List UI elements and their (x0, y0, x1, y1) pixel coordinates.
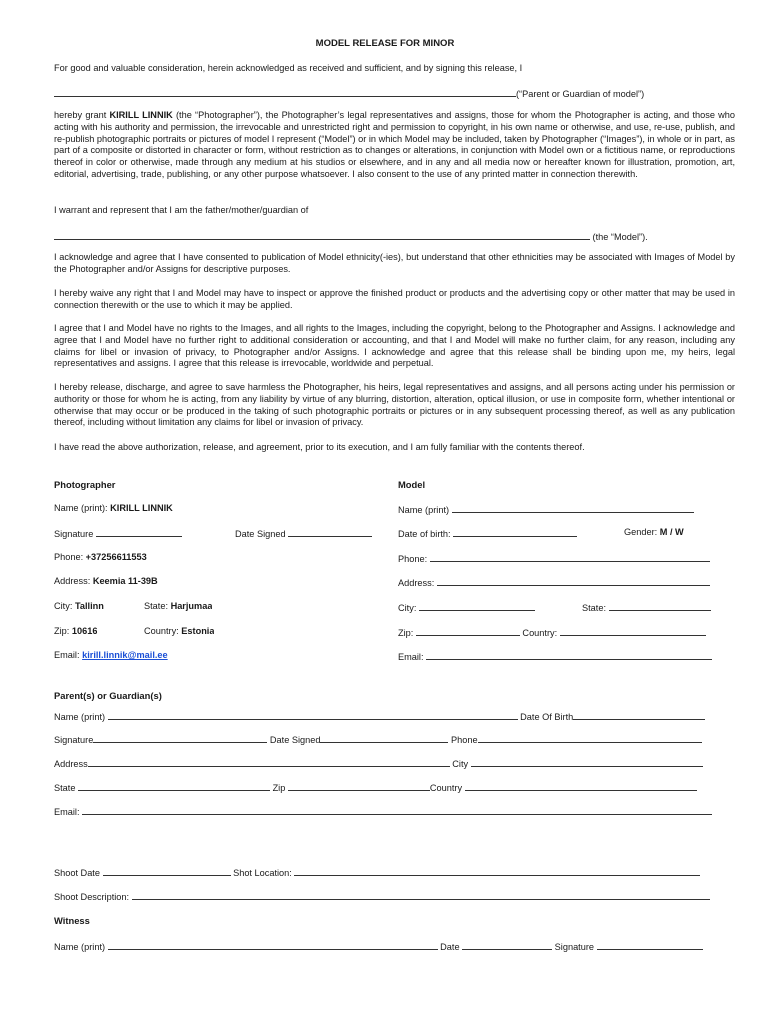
model-gender-row: Gender: M / W (624, 527, 684, 537)
model-name-print-field[interactable] (452, 503, 694, 513)
ethnicity-paragraph: I acknowledge and agree that I have consented to publication of Model ethnicity(-ies), but understand that other ethnicities may be associated with Images of Model by the Photographer and/or Assigns for descriptive purposes. (54, 252, 735, 274)
model-gender-value[interactable]: M / W (659, 527, 684, 537)
guardian-address-row: Address City (54, 757, 703, 769)
guardian-email-field[interactable] (82, 805, 712, 815)
model-zip-field[interactable] (416, 626, 520, 636)
photographer-name-row: Name (print): KIRILL LINNIK (54, 503, 173, 513)
read-paragraph: I have read the above authorization, release, and agreement, prior to its execution, and I am fully familiar with the contents thereof. (54, 442, 585, 452)
photographer-country-row: Country: Estonia (144, 626, 215, 636)
warrant-text: I warrant and represent that I am the father/mother/guardian of (54, 205, 309, 215)
parent-line-suffix: (“Parent or Guardian of model”) (516, 89, 645, 99)
model-heading: Model (398, 479, 426, 490)
release-paragraph: I hereby release, discharge, and agree to save harmless the Photographer, his heirs, legal representatives and assigns, and all persons acting under his permission or authority or those for whom he is acting, from any liability by virtue of any blurring, distortion, alteration, optical illusion, or use in composite form, whether intentional or otherwise that may occur or be produced in the taking of such photographic portraits or pictures or in any subsequent processing thereof, as well as any publication thereof, including without limitation any claims for libel or invasion of privacy. (54, 382, 735, 428)
model-state-field[interactable] (609, 601, 711, 611)
model-city-row: City: (398, 601, 535, 613)
guardian-state-field[interactable] (78, 781, 270, 791)
photographer-phone-value: +37256611553 (85, 552, 147, 562)
model-dob-row: Date of birth: (398, 527, 577, 539)
model-line-suffix: (the “Model”). (590, 232, 648, 242)
photographer-phone-row: Phone: +37256611553 (54, 552, 147, 562)
model-phone-field[interactable] (430, 552, 710, 562)
model-address-field[interactable] (437, 576, 710, 586)
guardian-email-row: Email: (54, 805, 712, 817)
guardian-country-field[interactable] (465, 781, 697, 791)
photographer-city-row: City: Tallinn (54, 601, 104, 611)
guardian-city-field[interactable] (471, 757, 703, 767)
guardian-zip-field[interactable] (288, 781, 430, 791)
photographer-date-signed-row: Date Signed (235, 527, 372, 539)
shoot-date-row: Shoot Date Shot Location: (54, 866, 700, 878)
photographer-country-value: Estonia (181, 626, 215, 636)
model-zip-row: Zip: Country: (398, 626, 706, 638)
model-name-row: Name (print) (398, 503, 694, 515)
photographer-zip-value: 10616 (71, 626, 98, 636)
guardian-name-row: Name (print) Date Of Birth (54, 710, 705, 722)
guardian-phone-field[interactable] (478, 733, 702, 743)
photographer-signature-row: Signature (54, 527, 182, 539)
photographer-state-value: Harjumaa (170, 601, 213, 611)
model-address-row: Address: (398, 576, 710, 588)
model-email-row: Email: (398, 650, 712, 662)
guardian-state-row: State Zip Country (54, 781, 697, 793)
parent-name-line (54, 87, 735, 99)
rights-paragraph: I agree that I and Model have no rights to the Images, and all rights to the Images, including the copyright, belong to the Photographer and Assigns. I acknowledge and agree that I and Model have no further right to additional consideration or accounting, and that I and Model will make no further claim, for any reason, including any claims for libel or invasion of privacy, to Photographer and/or Assigns. I acknowledge and agree that this release shall be binding upon me, my heirs, legal representatives and assigns. I agree that this release is irrevocable, worldwide and perpetual. (54, 323, 735, 369)
parent-name-field[interactable] (54, 87, 516, 97)
shoot-description-field[interactable] (132, 890, 710, 900)
guardian-signature-row: Signature Date Signed Phone (54, 733, 702, 745)
model-city-field[interactable] (419, 601, 535, 611)
photographer-name-inline: KIRILL LINNIK (109, 110, 173, 120)
photographer-zip-row: Zip: 10616 (54, 626, 98, 636)
model-dob-field[interactable] (453, 527, 577, 537)
grant-paragraph (54, 110, 735, 181)
model-name-field[interactable] (54, 230, 590, 240)
photographer-email-link[interactable]: kirill.linnik@mail.ee (82, 650, 168, 660)
photographer-heading: Photographer (54, 479, 116, 490)
photographer-signature-field[interactable] (96, 527, 182, 537)
waive-paragraph: I hereby waive any right that I and Model may have to inspect or approve the finished product or products and the advertising copy or other matter that may be used in connection therewith or the use to which it may be applied. (54, 288, 735, 310)
photographer-address-row: Address: Keemia 11-39B (54, 576, 158, 586)
guardian-name-field[interactable] (108, 710, 518, 720)
witness-date-field[interactable] (462, 940, 552, 950)
document-title: MODEL RELEASE FOR MINOR (315, 38, 455, 49)
guardian-date-signed-field[interactable] (320, 733, 448, 743)
model-name-line (54, 230, 735, 242)
shoot-location-field[interactable] (294, 866, 700, 876)
grant-text: (the “Photographer”), the Photographer’s legal representatives and assigns, those for whom the Photographer is acting, and those who acting with his authority and permission, the irrevocable and unrestricted right and permission to copyright, in his own name or otherwise, and use, re-use, publish, and re-publish photographic portraits or pictures of model I represent (“Model”) or in which Model may be included, taken by Photographer (“Images”), in whole or in part, as part of a composite or distorted in character or form, without restriction as to changes or alterations, in conjunction with Model own or a fictitious name, or reproductions thereof in color or otherwise, made through any medium at his studios or elsewhere, and in any and all media now or hereafter known for illustration, promotion, art, editorial, advertising, trade, publishing, or any other purpose whatsoever. I also consent to the use of any printed matter in connection therewith. (54, 110, 736, 179)
model-email-field[interactable] (426, 650, 712, 660)
photographer-state-row: State: Harjumaa (144, 601, 213, 611)
intro-text: For good and valuable consideration, herein acknowledged as received and sufficient, and by signing this release, I (54, 63, 523, 73)
photographer-address-value: Keemia 11-39B (92, 576, 158, 586)
model-phone-row: Phone: (398, 552, 710, 564)
witness-signature-field[interactable] (597, 940, 703, 950)
shoot-description-row: Shoot Description: (54, 890, 710, 902)
photographer-name-value: KIRILL LINNIK (110, 503, 173, 513)
witness-name-field[interactable] (108, 940, 438, 950)
photographer-city-value: Tallinn (74, 601, 104, 611)
guardian-signature-field[interactable] (93, 733, 267, 743)
guardian-address-field[interactable] (88, 757, 450, 767)
shoot-date-field[interactable] (103, 866, 231, 876)
guardian-heading: Parent(s) or Guardian(s) (54, 690, 162, 701)
model-country-field[interactable] (560, 626, 706, 636)
model-state-row: State: (582, 601, 711, 613)
guardian-dob-field[interactable] (573, 710, 705, 720)
witness-row: Name (print) Date Signature (54, 940, 703, 952)
photographer-date-signed-field[interactable] (288, 527, 372, 537)
photographer-email-row: Email: kirill.linnik@mail.ee (54, 650, 168, 660)
grant-prefix: hereby grant (54, 110, 110, 120)
witness-heading: Witness (54, 915, 90, 926)
